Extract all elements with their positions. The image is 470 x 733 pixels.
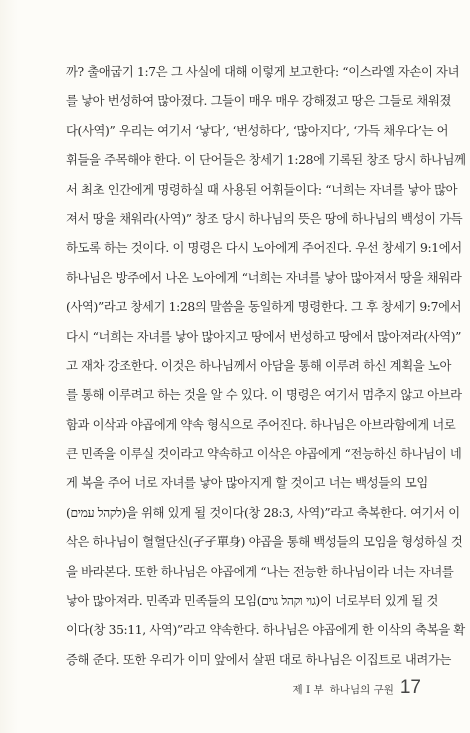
text-line-16: (לקהל עמים)을 위해 있게 될 것이다(창 28:3, 사역)”라고 축복한다. 여기서 이 (66, 505, 460, 520)
text-line-1: 까? 출애굽기 1:7은 그 사실에 대해 이렇게 보고한다: “이스라엘 자손이 자녀 (66, 65, 460, 79)
text-line-13: 함과 이삭과 야곱에게 약속 형식으로 주어진다. 하나님은 아브라함에게 너로 (66, 417, 456, 432)
text-line-6: 져서 땅을 채워라(사역)” 창조 당시 하나님의 뜻은 땅에 하나님의 백성이 가득 (66, 211, 463, 226)
text-line-15: 게 복을 주어 너로 자녀를 낳아 많아지게 할 것이고 너는 백성들의 모임 (66, 476, 428, 491)
text-line-4: 휘들을 주목해야 한다. 이 단어들은 창세기 1:28에 기록된 창조 당시 하나님께 (66, 153, 466, 168)
text-line-2: 를 낳아 번성하여 많아졌다. 그들이 매우 매우 강해졌고 땅은 그들로 채워졌 (66, 94, 452, 109)
running-footer (293, 677, 421, 707)
page-number: 17 (399, 677, 421, 698)
text-line-18: 을 바라본다. 또한 하나님은 야곱에게 “나는 전능한 하나님이라 너는 자녀를 (66, 564, 454, 579)
text-line-11: 고 재차 강조한다. 이것은 하나님께서 아담을 통해 이루려 하신 계획을 노아 (66, 358, 452, 373)
text-line-14: 큰 민족을 이루실 것이라고 약속하고 이삭은 야곱에게 “전능하신 하나님이 네 (66, 447, 462, 462)
text-line-7: 하도록 하는 것이다. 이 명령은 다시 노아에게 주어진다. 우선 창세기 9:1에서 (66, 241, 462, 256)
body-text (66, 58, 466, 675)
text-line-12: 를 통해 이루려고 하는 것을 알 수 있다. 이 명령은 여기서 멈추지 않고 아브라 (66, 388, 462, 403)
footer-part-label: 제 I 부 (292, 684, 324, 696)
text-line-19: 낳아 많아져라. 민족과 민족들의 모임(גוי וקהל גוים)이 너로부터 있게 될 것 (66, 594, 438, 609)
text-line-3: 다(사역)” 우리는 여기서 ‘낳다’, ‘번성하다’, ‘많아지다’, ‘가득 채우다’는 어 (66, 123, 449, 138)
text-line-10: 다시 “너희는 자녀를 낳아 많아지고 땅에서 번성하고 땅에서 많아져라(사역)” (66, 329, 462, 344)
text-line-17: 삭은 하나님이 혈혈단신(孑孑單身) 야곱을 통해 백성들의 모임을 형성하실 것 (66, 535, 463, 550)
text-line-9: (사역)”라고 창세기 1:28의 말씀을 동일하게 명령한다. 그 후 창세기 9:7에서 (66, 300, 462, 315)
text-line-20: 이다(창 35:11, 사역)”라고 약속한다. 하나님은 야곱에게 한 이삭의 축복을 확 (66, 623, 465, 638)
text-line-21: 증해 준다. 또한 우리가 이미 앞에서 살핀 대로 하나님은 이집트로 내려가는 (66, 652, 452, 667)
footer-chapter-title: 하나님의 구원 (329, 684, 394, 696)
text-line-5: 서 최초 인간에게 명령하실 때 사용된 어휘들이다: “너희는 자녀를 낳아 많아 (66, 182, 458, 197)
text-line-8: 하나님은 방주에서 나온 노아에게 “너희는 자녀를 낳아 많아져서 땅을 채워라 (66, 270, 462, 285)
